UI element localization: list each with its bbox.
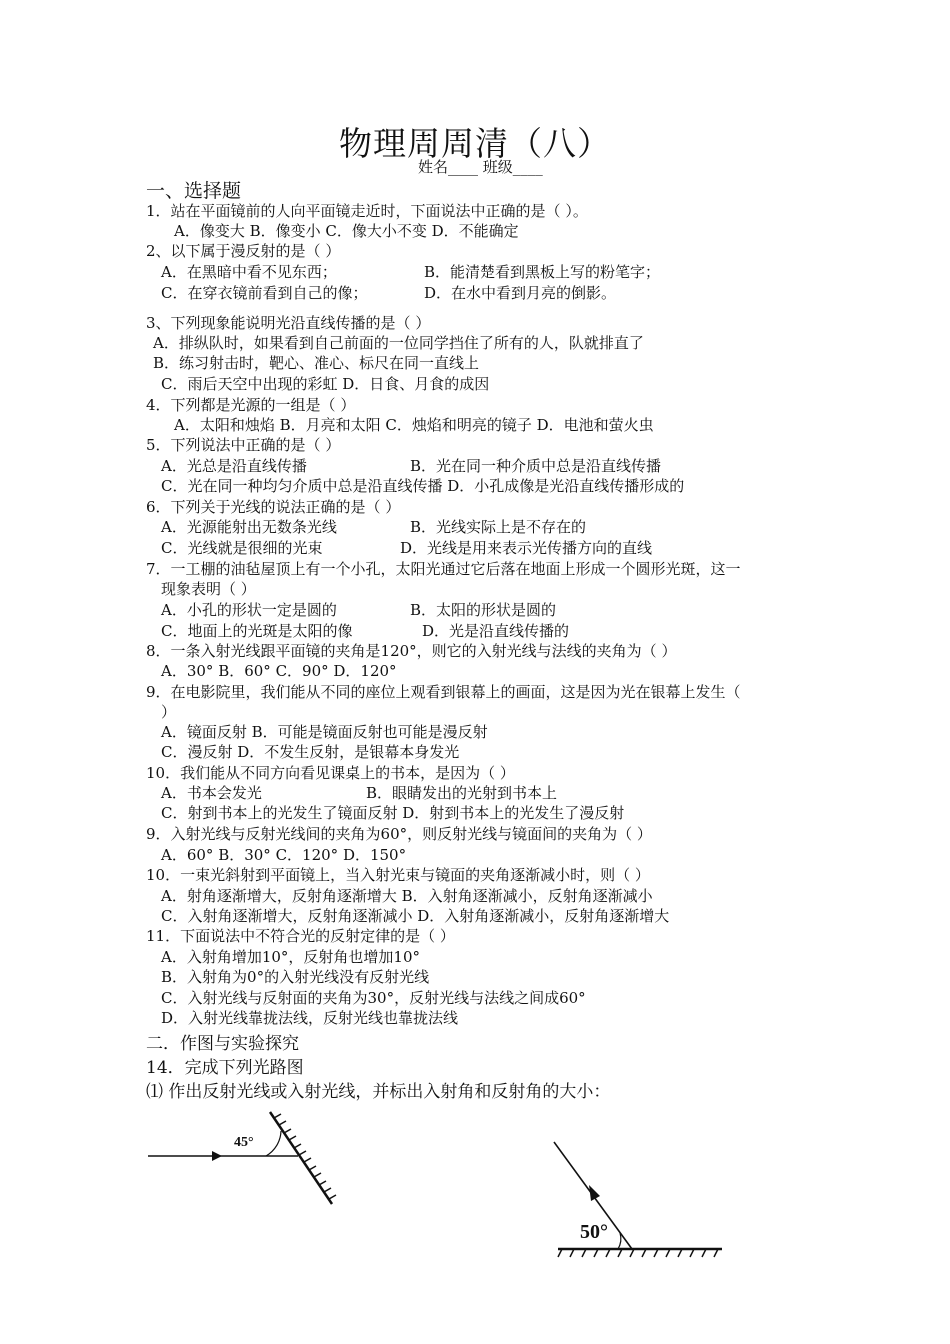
q10b-stem: 10．一束光斜射到平面镜上，当入射光束与镜面的夹角逐渐减小时，则（ ） bbox=[146, 866, 650, 884]
q9-stem-cont: ） bbox=[161, 703, 177, 721]
q6-stem: 6．下列关于光线的说法正确的是（ ） bbox=[146, 498, 401, 516]
angle-label-2: 50° bbox=[580, 1221, 608, 1243]
angle-label-1: 45° bbox=[234, 1135, 254, 1150]
q2-option-b: B．能清楚看到黑板上写的粉笔字； bbox=[424, 263, 661, 281]
q4-stem: 4．下列都是光源的一组是（ ） bbox=[146, 396, 356, 414]
q1-stem: 1．站在平面镜前的人向平面镜走近时，下面说法中正确的是（ ）。 bbox=[146, 202, 588, 220]
q1-options: A．像变大 B．像变小 C．像大小不变 D．不能确定 bbox=[174, 222, 519, 240]
q7-option-b: B．太阳的形状是圆的 bbox=[410, 601, 557, 619]
section-choice-heading: 一、选择题 bbox=[146, 180, 242, 202]
q11-option-d: D．入射光线靠拢法线，反射光线也靠拢法线 bbox=[161, 1009, 459, 1027]
q2-option-c: C．在穿衣镜前看到自己的像； bbox=[161, 284, 368, 302]
section-drawing-heading: 二．作图与实验探究 bbox=[146, 1034, 299, 1054]
q5-option-b: B．光在同一种介质中总是沿直线传播 bbox=[410, 457, 662, 475]
q14-sub: ⑴ 作出反射光线或入射光线，并标出入射角和反射角的大小： bbox=[146, 1082, 611, 1102]
q3-stem: 3、下列现象能说明光沿直线传播的是（ ） bbox=[146, 314, 431, 332]
figure-1-mirror-diagram bbox=[140, 1110, 350, 1210]
q5-option-a: A．光总是沿直线传播 bbox=[161, 457, 307, 475]
q6-option-d: D．光线是用来表示光传播方向的直线 bbox=[400, 539, 653, 557]
q8-stem: 8．一条入射光线跟平面镜的夹角是120°，则它的入射光线与法线的夹角为（ ） bbox=[146, 642, 677, 660]
q10-options-cd: C．射到书本上的光发生了镜面反射 D．射到书本上的光发生了漫反射 bbox=[161, 804, 625, 822]
q4-options: A．太阳和烛焰 B．月亮和太阳 C．烛焰和明亮的镜子 D．电池和萤火虫 bbox=[174, 416, 654, 434]
q10-option-a: A．书本会发光 bbox=[161, 784, 262, 802]
q9b-options: A．60° B．30° C．120° D．150° bbox=[161, 846, 407, 864]
q7-option-d: D．光是沿直线传播的 bbox=[422, 622, 570, 640]
q7-stem-cont: 现象表明（ ） bbox=[161, 580, 256, 598]
q2-option-a: A．在黑暗中看不见东西； bbox=[161, 263, 337, 281]
q10b-options-ab: A．射角逐渐增大，反射角逐渐增大 B．入射角逐渐减小，反射角逐渐减小 bbox=[161, 887, 653, 905]
q9-stem: 9．在电影院里，我们能从不同的座位上观看到银幕上的画面，这是因为光在银幕上发生（ bbox=[146, 683, 741, 701]
q11-option-a: A．入射角增加10°，反射角也增加10° bbox=[161, 948, 421, 966]
q8-options: A．30° B．60° C．90° D．120° bbox=[161, 662, 397, 680]
q3-option-a: A．排纵队时，如果看到自己前面的一位同学挡住了所有的人，队就排直了 bbox=[153, 334, 644, 352]
q7-option-c: C．地面上的光斑是太阳的像 bbox=[161, 622, 353, 640]
ray-arrow-1 bbox=[212, 1151, 222, 1161]
q7-stem: 7．一工棚的油毡屋顶上有一个小孔，太阳光通过它后落在地面上形成一个圆形光斑，这一 bbox=[146, 560, 741, 578]
q6-option-a: A．光源能射出无数条光线 bbox=[161, 518, 337, 536]
page-title: 物理周周清（八） bbox=[339, 124, 611, 163]
q14-stem: 14．完成下列光路图 bbox=[146, 1058, 304, 1078]
q9-options-cd: C．漫反射 D．不发生反射，是银幕本身发光 bbox=[161, 743, 460, 761]
figure-2-mirror-diagram bbox=[548, 1138, 728, 1266]
q11-option-b: B．入射角为0°的入射光线没有反射光线 bbox=[161, 968, 430, 986]
q11-stem: 11．下面说法中不符合光的反射定律的是（ ） bbox=[146, 927, 455, 945]
q3-options-cd: C．雨后天空中出现的彩虹 D．日食、月食的成因 bbox=[161, 375, 490, 393]
q10-stem: 10．我们能从不同方向看见课桌上的书本，是因为（ ） bbox=[146, 764, 515, 782]
q9-options-ab: A．镜面反射 B．可能是镜面反射也可能是漫反射 bbox=[161, 723, 488, 741]
q10-option-b: B．眼睛发出的光射到书本上 bbox=[366, 784, 558, 802]
angle-arc-1 bbox=[266, 1131, 281, 1156]
q5-stem: 5．下列说法中正确的是（ ） bbox=[146, 436, 341, 454]
q9b-stem: 9．入射光线与反射光线间的夹角为60°，则反射光线与镜面间的夹角为（ ） bbox=[146, 825, 652, 843]
name-class-line: 姓名____ 班级____ bbox=[418, 158, 543, 176]
q3-option-b: B．练习射击时，靶心、准心、标尺在同一直线上 bbox=[153, 354, 480, 372]
q6-option-b: B．光线实际上是不存在的 bbox=[410, 518, 587, 536]
q6-option-c: C．光线就是很细的光束 bbox=[161, 539, 323, 557]
angle-arc-2 bbox=[618, 1233, 621, 1249]
q2-stem: 2、以下属于漫反射的是（ ） bbox=[146, 242, 341, 260]
q5-options-cd: C．光在同一种均匀介质中总是沿直线传播 D．小孔成像是光沿直线传播形成的 bbox=[161, 477, 685, 495]
q10b-options-cd: C．入射角逐渐增大，反射角逐渐减小 D．入射角逐渐减小，反射角逐渐增大 bbox=[161, 907, 670, 925]
mirror-surface-1 bbox=[270, 1112, 332, 1204]
q2-option-d: D．在水中看到月亮的倒影。 bbox=[424, 284, 617, 302]
q7-option-a: A．小孔的形状一定是圆的 bbox=[161, 601, 337, 619]
ray-arrow-2 bbox=[589, 1185, 600, 1201]
q11-option-c: C．入射光线与反射面的夹角为30°，反射光线与法线之间成60° bbox=[161, 989, 586, 1007]
